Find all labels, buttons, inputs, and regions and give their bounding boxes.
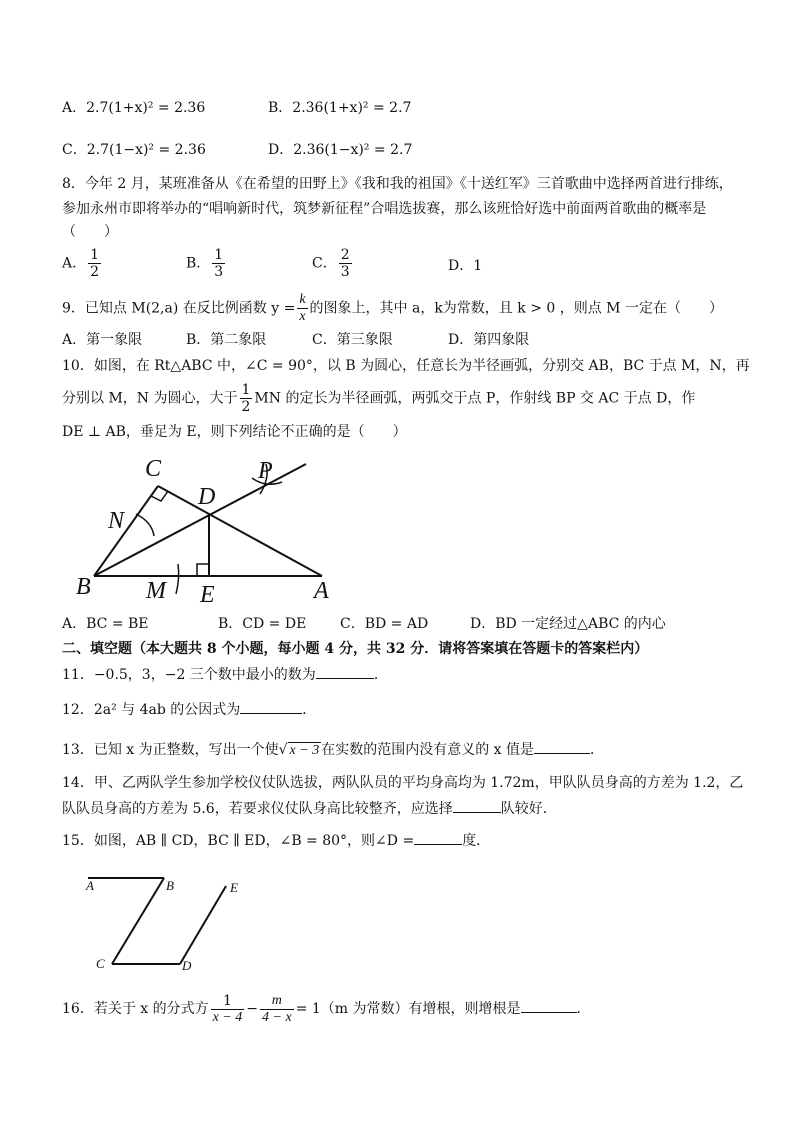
q11-answer-blank <box>316 664 374 679</box>
q10-frac-numerator: 1 <box>241 382 251 398</box>
q10-frac-denominator: 2 <box>241 399 251 415</box>
q15 <box>62 830 490 851</box>
q13-answer-blank <box>534 739 590 754</box>
q7-option-a: A．2.7(1+x)² = 2.36 <box>62 100 206 116</box>
q10-ray-bp <box>94 464 306 576</box>
q16-end: ． <box>576 1001 591 1017</box>
q14-line2a: 队队员身高的方差为 5.6，若要求仪仗队身高比较整齐，应选择 <box>62 801 453 817</box>
q10-line2 <box>62 382 695 415</box>
q14-line2b: 队较好． <box>500 801 557 817</box>
q10-label-c: C <box>145 456 162 482</box>
q12-text: 12．2a² 与 4ab 的公因式为 <box>62 702 241 718</box>
q10-label-b: B <box>76 574 91 600</box>
q13-post: 在实数的范围内没有意义的 x 值是 <box>321 742 535 758</box>
q10-option-c: C．BD = AD <box>340 616 429 632</box>
q9-part1: 9．已知点 M(2,a) 在反比例函数 y = <box>62 300 296 317</box>
q10-segment-bc <box>94 486 158 576</box>
q10-right-angle-e <box>197 564 209 576</box>
q16-f2-denominator: 4 − x <box>262 1009 292 1025</box>
q13-pre: 13．已知 x 为正整数，写出一个使 <box>62 742 279 758</box>
q8-line1: 8．今年 2 月，某班准备从《在希望的田野上》《我和我的祖国》《十送红军》三首歌曲中选择两首进行排练， <box>62 176 733 192</box>
q10-fraction <box>240 382 253 415</box>
q9-option-b: B．第二象限 <box>186 332 267 348</box>
q16-fraction-1 <box>211 993 245 1026</box>
q10-label-e: E <box>200 582 215 608</box>
q10-label-m: M <box>146 578 166 604</box>
q11-end: ． <box>373 667 388 683</box>
q10-line1: 10．如图，在 Rt△ABC 中，∠C = 90°，以 B 为圆心，任意长为半径画弧，分别交 AB，BC 于点 M，N，再 <box>62 358 750 374</box>
q10-arc-m <box>176 564 179 594</box>
q15-segment-de <box>180 886 226 964</box>
q7-option-c: C．2.7(1−x)² = 2.36 <box>62 142 206 158</box>
q9-fraction <box>297 292 307 325</box>
q9-option-c: C．第三象限 <box>312 332 393 348</box>
q9-option-d: D．第四象限 <box>448 332 530 348</box>
q16-answer-blank <box>521 998 577 1013</box>
q8-option-d: D．1 <box>448 258 483 274</box>
q10-line2a: 分别以 M，N 为圆心，大于 <box>62 390 238 407</box>
q10-option-b: B．CD = DE <box>218 616 307 632</box>
q11-text: 11．−0.5，3，−2 三个数中最小的数为 <box>62 667 316 683</box>
q9-stem <box>62 292 723 325</box>
q8-option-c-label: C． <box>312 255 337 272</box>
q8-c-numerator: 2 <box>340 247 350 263</box>
q16-minus: − <box>246 1001 259 1017</box>
q8-option-a-fraction <box>88 247 101 280</box>
q15-figure <box>84 872 264 976</box>
q8-option-c <box>312 247 354 280</box>
q8-option-c-fraction <box>339 247 352 280</box>
q10-label-n: N <box>108 508 125 534</box>
q14-answer-blank <box>453 798 501 813</box>
q16-pre: 16．若关于 x 的分式方 <box>62 1001 209 1017</box>
q9-frac-numerator: k <box>299 292 306 307</box>
q8-option-a-label: A． <box>62 255 87 272</box>
q8-a-numerator: 1 <box>90 247 100 263</box>
q8-option-a <box>62 247 103 280</box>
q10-line3: DE ⊥ AB，垂足为 E，则下列结论不正确的是（ ） <box>62 424 407 440</box>
section2-title: 二、填空题（本大题共 8 个小题，每小题 4 分，共 32 分．请将答案填在答题卡的答案栏内） <box>62 641 649 657</box>
q10-label-p: P <box>258 458 273 484</box>
q10-figure <box>70 452 350 608</box>
q15-text: 15．如图，AB ∥ CD，BC ∥ ED，∠B = 80°，则∠D = <box>62 833 415 849</box>
q12 <box>62 699 316 720</box>
q7-option-b: B．2.36(1+x)² = 2.7 <box>268 100 412 116</box>
q15-label-e: E <box>230 880 238 895</box>
q8-b-numerator: 1 <box>214 247 224 263</box>
q15-end: 度． <box>462 833 491 849</box>
q14-line2 <box>62 798 557 819</box>
q13: 13．已知 x 为正整数，写出一个使√ x − 3 在实数的范围内没有意义的 x 值是 ． <box>62 739 604 761</box>
q14-line1: 14．甲、乙两队学生参加学校仪仗队选拔，两队队员的平均身高均为 1.72m，甲队队员身高的方差为 1.2，乙 <box>62 775 744 791</box>
q8-option-b-fraction <box>212 247 225 280</box>
q12-answer-blank <box>240 699 302 714</box>
q16-f2-numerator: m <box>260 993 294 1010</box>
q10-option-a: A．BC = BE <box>62 616 149 632</box>
q16 <box>62 992 591 1026</box>
q15-answer-blank <box>414 830 462 845</box>
q10-label-a: A <box>314 578 329 604</box>
q15-label-a: A <box>86 878 94 893</box>
q8-a-denominator: 2 <box>90 264 100 280</box>
q16-post: = 1（m 为常数）有增根，则增根是 <box>295 1001 521 1017</box>
q15-segment-bc <box>112 878 164 964</box>
q15-label-d: D <box>182 958 192 973</box>
q13-radicand: x − 3 <box>289 743 320 758</box>
q8-option-b <box>186 247 227 280</box>
q10-label-d: D <box>198 484 216 510</box>
q10-option-d: D．BD 一定经过△ABC 的内心 <box>470 616 666 632</box>
q15-label-b: B <box>166 878 174 893</box>
q10-arc-n <box>136 514 154 536</box>
q13-end: ． <box>590 742 605 758</box>
q7-option-d: D．2.36(1−x)² = 2.7 <box>268 142 413 158</box>
q16-f1-denominator: x − 4 <box>212 1009 243 1025</box>
q8-option-b-label: B． <box>186 255 211 272</box>
q9-option-a: A．第一象限 <box>62 332 143 348</box>
q12-end: ． <box>302 702 317 718</box>
q10-line2b: MN 的定长为半径画弧，两弧交于点 P，作射线 BP 交 AC 于点 D，作 <box>254 390 696 407</box>
q11 <box>62 664 388 685</box>
q8-line3: （ ） <box>62 224 118 240</box>
q8-b-denominator: 3 <box>214 264 224 280</box>
q8-c-denominator: 3 <box>340 264 350 280</box>
q15-label-c: C <box>96 956 105 971</box>
q16-fraction-2 <box>260 993 294 1026</box>
q9-part2: 的图象上，其中 a，k为常数，且 k > 0 ，则点 M 一定在（ ） <box>309 300 723 317</box>
q8-line2: 参加永州市即将举办的“唱响新时代，筑梦新征程”合唱选拔赛，那么该班恰好选中前面两首歌曲的概率是 <box>62 201 707 217</box>
q16-f1-numerator: 1 <box>211 993 245 1010</box>
q9-frac-denominator: x <box>299 309 306 324</box>
